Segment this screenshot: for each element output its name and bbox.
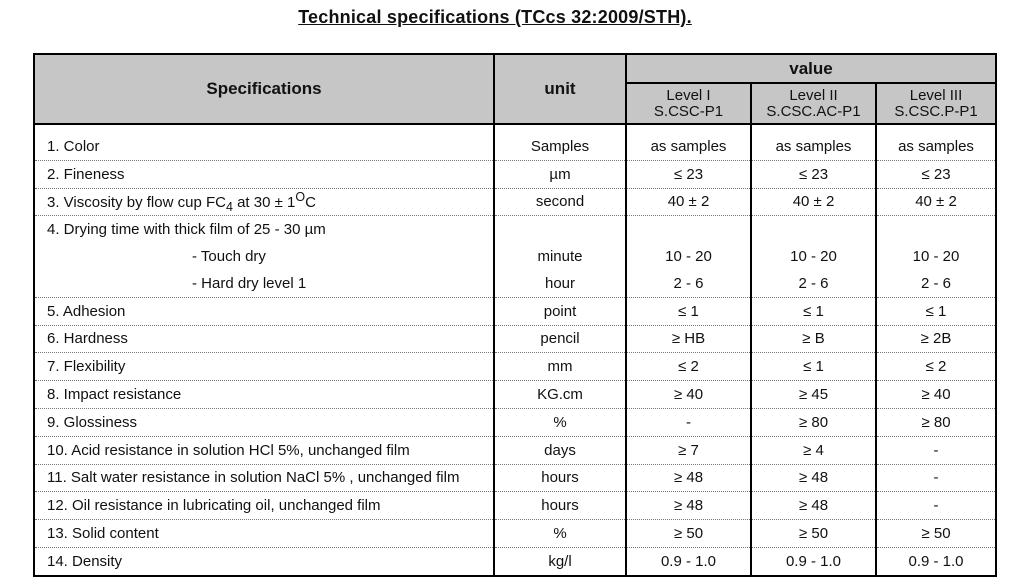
spec-name: 10. Acid resistance in solution HCl 5%, unchanged film bbox=[34, 436, 494, 464]
spec-value-level-2: as samples bbox=[751, 124, 876, 160]
header-level-2 bbox=[751, 83, 876, 124]
spec-unit: point bbox=[494, 297, 626, 325]
spec-value-level-3: 0.9 - 1.0 bbox=[908, 552, 964, 570]
spec-value-level-3: - bbox=[876, 492, 996, 520]
spec-unit: second bbox=[494, 188, 626, 216]
spec-value-level-1: ≤ 2 bbox=[626, 353, 751, 381]
spec-name-part: 3. Viscosity by flow cup FC bbox=[47, 193, 226, 211]
header-level-1 bbox=[626, 83, 751, 124]
level-3-code: S.CSC.P-P1 bbox=[894, 102, 978, 120]
spec-value-level-2: ≤ 1 bbox=[751, 297, 876, 325]
spec-name: 12. Oil resistance in lubricating oil, unchanged film bbox=[34, 492, 494, 520]
table-row bbox=[34, 270, 996, 297]
spec-name: 13. Solid content bbox=[34, 520, 494, 548]
spec-name: 9. Glossiness bbox=[34, 408, 494, 436]
level-2-code: S.CSC.AC-P1 bbox=[766, 102, 861, 120]
table-row bbox=[34, 325, 996, 353]
level-2-name: Level II bbox=[789, 86, 838, 104]
spec-name: 7. Flexibility bbox=[34, 353, 494, 381]
spec-unit: minute bbox=[494, 243, 626, 270]
spec-value-level-3: - bbox=[876, 436, 996, 464]
spec-value-level-2: ≥ 45 bbox=[751, 381, 876, 409]
table-header bbox=[34, 54, 996, 124]
spec-unit bbox=[494, 216, 626, 243]
spec-value-level-1: as samples bbox=[626, 124, 751, 160]
table-row bbox=[34, 297, 996, 325]
spec-value-level-1: ≥ 40 bbox=[626, 381, 751, 409]
spec-name: 5. Adhesion bbox=[34, 297, 494, 325]
level-3-name: Level III bbox=[909, 86, 963, 104]
spec-unit: µm bbox=[494, 160, 626, 188]
spec-value-level-3: as samples bbox=[876, 124, 996, 160]
spec-value-level-1: ≥ HB bbox=[626, 325, 751, 353]
spec-value-level-2: ≥ 50 bbox=[751, 520, 876, 548]
spec-unit: days bbox=[494, 436, 626, 464]
spec-name-subscript: 4 bbox=[225, 199, 233, 214]
table-row bbox=[34, 188, 996, 216]
spec-value-level-3: ≥ 80 bbox=[876, 408, 996, 436]
spec-unit: pencil bbox=[494, 325, 626, 353]
table-row bbox=[34, 492, 996, 520]
spec-unit: hours bbox=[494, 464, 626, 492]
spec-unit: kg/l bbox=[494, 547, 626, 575]
spec-value-level-3: ≤ 23 bbox=[876, 160, 996, 188]
spec-name-superscript: O bbox=[295, 189, 306, 204]
spec-value-level-1: ≥ 7 bbox=[626, 436, 751, 464]
header-value: value bbox=[626, 54, 996, 83]
spec-name: 8. Impact resistance bbox=[34, 381, 494, 409]
spec-name: 4. Drying time with thick film of 25 - 30 µm bbox=[34, 216, 494, 243]
table-row bbox=[34, 353, 996, 381]
spec-unit: % bbox=[494, 408, 626, 436]
spec-value-level-1: 40 ± 2 bbox=[626, 188, 751, 216]
spec-value-level-3: ≥ 2B bbox=[876, 325, 996, 353]
spec-unit: Samples bbox=[494, 124, 626, 160]
spec-name-part: at 30 ± 1 bbox=[232, 193, 296, 211]
spec-value-level-2: ≥ 48 bbox=[751, 464, 876, 492]
spec-value-level-2: ≥ 80 bbox=[751, 408, 876, 436]
spec-unit: mm bbox=[494, 353, 626, 381]
spec-value-level-2: ≤ 23 bbox=[751, 160, 876, 188]
header-unit: unit bbox=[494, 54, 626, 124]
spec-value-level-3: 10 - 20 bbox=[912, 248, 960, 266]
table-row bbox=[34, 547, 996, 575]
spec-name: 6. Hardness bbox=[34, 325, 494, 353]
level-1-code: S.CSC-P1 bbox=[653, 102, 724, 120]
spec-value-level-1: ≤ 1 bbox=[626, 297, 751, 325]
spec-value-level-1: 2 - 6 bbox=[626, 270, 751, 297]
table-row bbox=[34, 408, 996, 436]
spec-value-level-1 bbox=[626, 216, 751, 243]
document-title bbox=[0, 7, 1030, 28]
spec-value-level-1: ≤ 23 bbox=[626, 160, 751, 188]
table-row bbox=[34, 464, 996, 492]
spec-unit: % bbox=[494, 520, 626, 548]
spec-value-level-3: 2 - 6 bbox=[876, 270, 996, 297]
spec-value-level-1: ≥ 48 bbox=[626, 492, 751, 520]
spec-name: 2. Fineness bbox=[34, 160, 494, 188]
spec-name bbox=[34, 188, 494, 216]
spec-value-level-3: ≤ 1 bbox=[876, 297, 996, 325]
spec-unit: hour bbox=[494, 270, 626, 297]
spec-value-level-2: ≤ 1 bbox=[751, 353, 876, 381]
spec-name: - Touch dry bbox=[34, 243, 494, 270]
spec-name-part: C bbox=[305, 193, 316, 211]
table-row bbox=[34, 436, 996, 464]
spec-value-level-2: 40 ± 2 bbox=[751, 188, 876, 216]
table-row bbox=[34, 124, 996, 160]
spec-value-level-2: 0.9 - 1.0 bbox=[751, 547, 876, 575]
spec-value-level-2: ≥ 4 bbox=[751, 436, 876, 464]
spec-value-level-1: 0.9 - 1.0 bbox=[626, 547, 751, 575]
spec-value-level-3 bbox=[876, 216, 996, 243]
spec-unit: KG.cm bbox=[494, 381, 626, 409]
table-row bbox=[34, 243, 996, 270]
spec-name: - Hard dry level 1 bbox=[34, 270, 494, 297]
header-specifications: Specifications bbox=[34, 54, 494, 124]
spec-unit: hours bbox=[494, 492, 626, 520]
title-text: Technical specifications (TCcs 32:2009/STH). bbox=[298, 7, 692, 27]
spec-value-level-1: - bbox=[626, 408, 751, 436]
spec-value-level-2: ≥ B bbox=[751, 325, 876, 353]
spec-name: 11. Salt water resistance in solution NaCl 5% , unchanged film bbox=[34, 464, 494, 492]
level-1-name: Level I bbox=[666, 86, 711, 104]
spec-name: 14. Density bbox=[34, 547, 494, 575]
spec-name: 1. Color bbox=[34, 124, 494, 160]
spec-value-level-2: 10 - 20 bbox=[751, 243, 876, 270]
table-row bbox=[34, 216, 996, 243]
spec-value-level-2 bbox=[751, 216, 876, 243]
spec-value-level-2: ≥ 48 bbox=[751, 492, 876, 520]
specifications-table bbox=[33, 53, 997, 577]
spec-value-level-3: ≥ 50 bbox=[876, 520, 996, 548]
table-row bbox=[34, 381, 996, 409]
spec-value-level-3: 40 ± 2 bbox=[876, 188, 996, 216]
table-row bbox=[34, 520, 996, 548]
spec-value-level-1: ≥ 50 bbox=[626, 520, 751, 548]
spec-value-level-3: ≥ 40 bbox=[876, 381, 996, 409]
spec-value-level-1: 10 - 20 bbox=[626, 243, 751, 270]
spec-value-level-3: ≤ 2 bbox=[876, 353, 996, 381]
spec-value-level-1: ≥ 48 bbox=[626, 464, 751, 492]
header-level-3 bbox=[876, 83, 996, 124]
spec-value-level-2: 2 - 6 bbox=[751, 270, 876, 297]
table-body bbox=[34, 124, 996, 576]
table-row bbox=[34, 160, 996, 188]
spec-value-level-3: - bbox=[876, 464, 996, 492]
